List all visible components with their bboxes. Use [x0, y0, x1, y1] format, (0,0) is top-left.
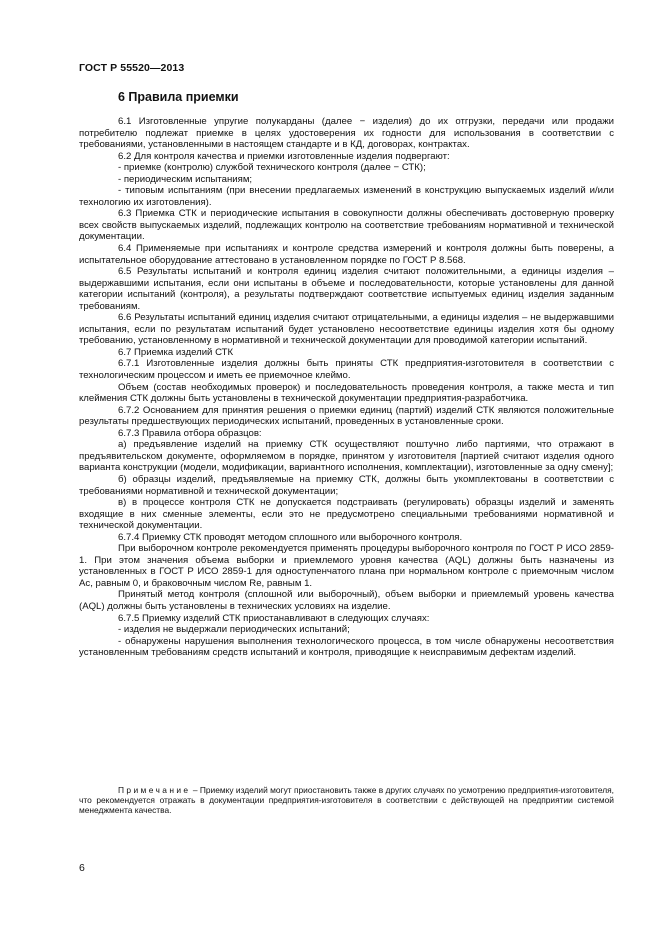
paragraph: При выборочном контроле рекомендуется применять процедуры выборочного контроля по ГОСТ Р ИСО 2859-1. При этом значения объема выборки и приемлемого уровня качества (AQL) должны быть назначены из установленных в ГОСТ Р ИСО 2859-1 для одноступенчатого плана при нормальном контроле с приемочным числом Ac, равным 0, и браковочным числом Re, равным 1. [79, 543, 614, 589]
document-header: ГОСТ Р 55520—2013 [79, 62, 185, 74]
list-item: б) образцы изделий, предъявляемые на приемку СТК, должны быть укомплектованы в соответствии с требованиями нормативной и технической документации; [79, 473, 614, 497]
section-body [79, 116, 614, 659]
paragraph: Принятый метод контроля (сплошной или выборочный), объем выборки и приемлемый уровень качества (AQL) должны быть установлены в технических условиях на изделие. [79, 589, 614, 612]
paragraph-6-5: 6.5 Результаты испытаний и контроля единиц изделия считают положительными, а единицы изделия – выдержавшими испытания, если они испытаны в объеме и последовательности, которые установлены для данной категории испытаний (контроля), а результаты подтверждают соответствие испытуемых единиц изделия заданным требованиям. [79, 266, 614, 312]
list-item: - изделия не выдержали периодических испытаний; [118, 624, 350, 636]
note-dash: – [190, 785, 200, 795]
paragraph-6-7-2: 6.7.2 Основанием для принятия решения о приемки единиц (партий) изделий СТК являются положительные результаты предшествующих периодических испытаний, проведенных в установленные сроки. [79, 404, 614, 428]
note-paragraph [79, 785, 614, 816]
page-number: 6 [79, 862, 85, 874]
list-item: в) в процессе контроля СТК не допускается подстраивать (регулировать) образцы изделий и заменять входящие в них сменные элементы, если это не предусмотрено специальными требованиями нормативной и технической документации. [79, 497, 614, 532]
note [79, 785, 614, 816]
paragraph-6-7-4: 6.7.4 Приемку СТК проводят методом сплошного или выборочного контроля. [118, 531, 463, 543]
subsection-title-6-7: 6.7 Приемка изделий СТК [118, 346, 234, 358]
list-item: - периодическим испытаниям; [118, 173, 253, 185]
paragraph-6-3: 6.3 Приемка СТК и периодические испытания в совокупности должны обеспечивать достоверную проверку всех свойств выпускаемых изделий, подлежащих контролю на соответствие требованиям нормативной и технической документации. [79, 208, 614, 243]
note-label: Примечание [118, 785, 191, 795]
list-item: а) предъявление изделий на приемку СТК осуществляют поштучно либо партиями, что отражают в предъявительском документе, оформляемом в порядке, принятом у изготовителя [партией считают изделия одного варианта конструкции (модели, модификации, вариантного исполнения, комплектации), изготовленные за одну смену]; [79, 439, 614, 474]
list-item: - типовым испытаниям (при внесении предлагаемых изменений в конструкцию выпускаемых изделий и/или технологию их изготовления). [79, 185, 614, 208]
section-title: 6 Правила приемки [118, 90, 239, 104]
paragraph-6-7-3: 6.7.3 Правила отбора образцов: [118, 427, 262, 439]
paragraph-6-4: 6.4 Применяемые при испытаниях и контроле средства измерений и контроля должны быть поверены, а испытательное оборудование аттестовано в установленном порядке по ГОСТ Р 8.568. [79, 243, 614, 266]
paragraph-6-7-1: 6.7.1 Изготовленные изделия должны быть приняты СТК предприятия-изготовителя в соответствии с технологическим процессом и иметь ее приемочное клеймо. [79, 358, 614, 382]
note-text: Приемку изделий могут приостановить также в других случаях по усмотрению предприятия-изготовителя, что рекомендуется отражать в документации предприятия-изготовителя в соответствии с действующей на предприятии системой менеджмента качества. [79, 785, 614, 816]
list-item: - обнаружены нарушения выполнения технологического процесса, в том числе обнаружены несоответствия установленным требованиям средств испытаний и контроля, приводящие к неисправимым дефектам изделий. [79, 635, 614, 659]
paragraph-6-6: 6.6 Результаты испытаний единиц изделия считают отрицательными, а единицы изделия – не выдержавшими испытания, если по результатам испытаний будет установлено несоответствие единицы изделия хотя бы одному требованию, установленному в нормативной и технической документации для проводимой категории испытаний. [79, 312, 614, 347]
paragraph: Объем (состав необходимых проверок) и последовательность проведения контроля, а также места и тип клеймения СТК должны быть установлены в технической документации предприятия-разработчика. [79, 381, 614, 405]
paragraph-6-1: 6.1 Изготовленные упругие полукарданы (далее − изделия) до их отгрузки, передачи или продажи потребителю подлежат приемке в целях удостоверения их годности для использования в соответствии с требованиями, установленными в настоящем стандарте и в КД, договорах, контрактах. [79, 116, 614, 151]
list-item: - приемке (контролю) службой технического контроля (далее − СТК); [118, 162, 426, 174]
paragraph-6-7-5: 6.7.5 Приемку изделий СТК приостанавливают в следующих случаях: [118, 612, 430, 624]
paragraph-6-2: 6.2 Для контроля качества и приемки изготовленные изделия подвергают: [118, 150, 450, 162]
